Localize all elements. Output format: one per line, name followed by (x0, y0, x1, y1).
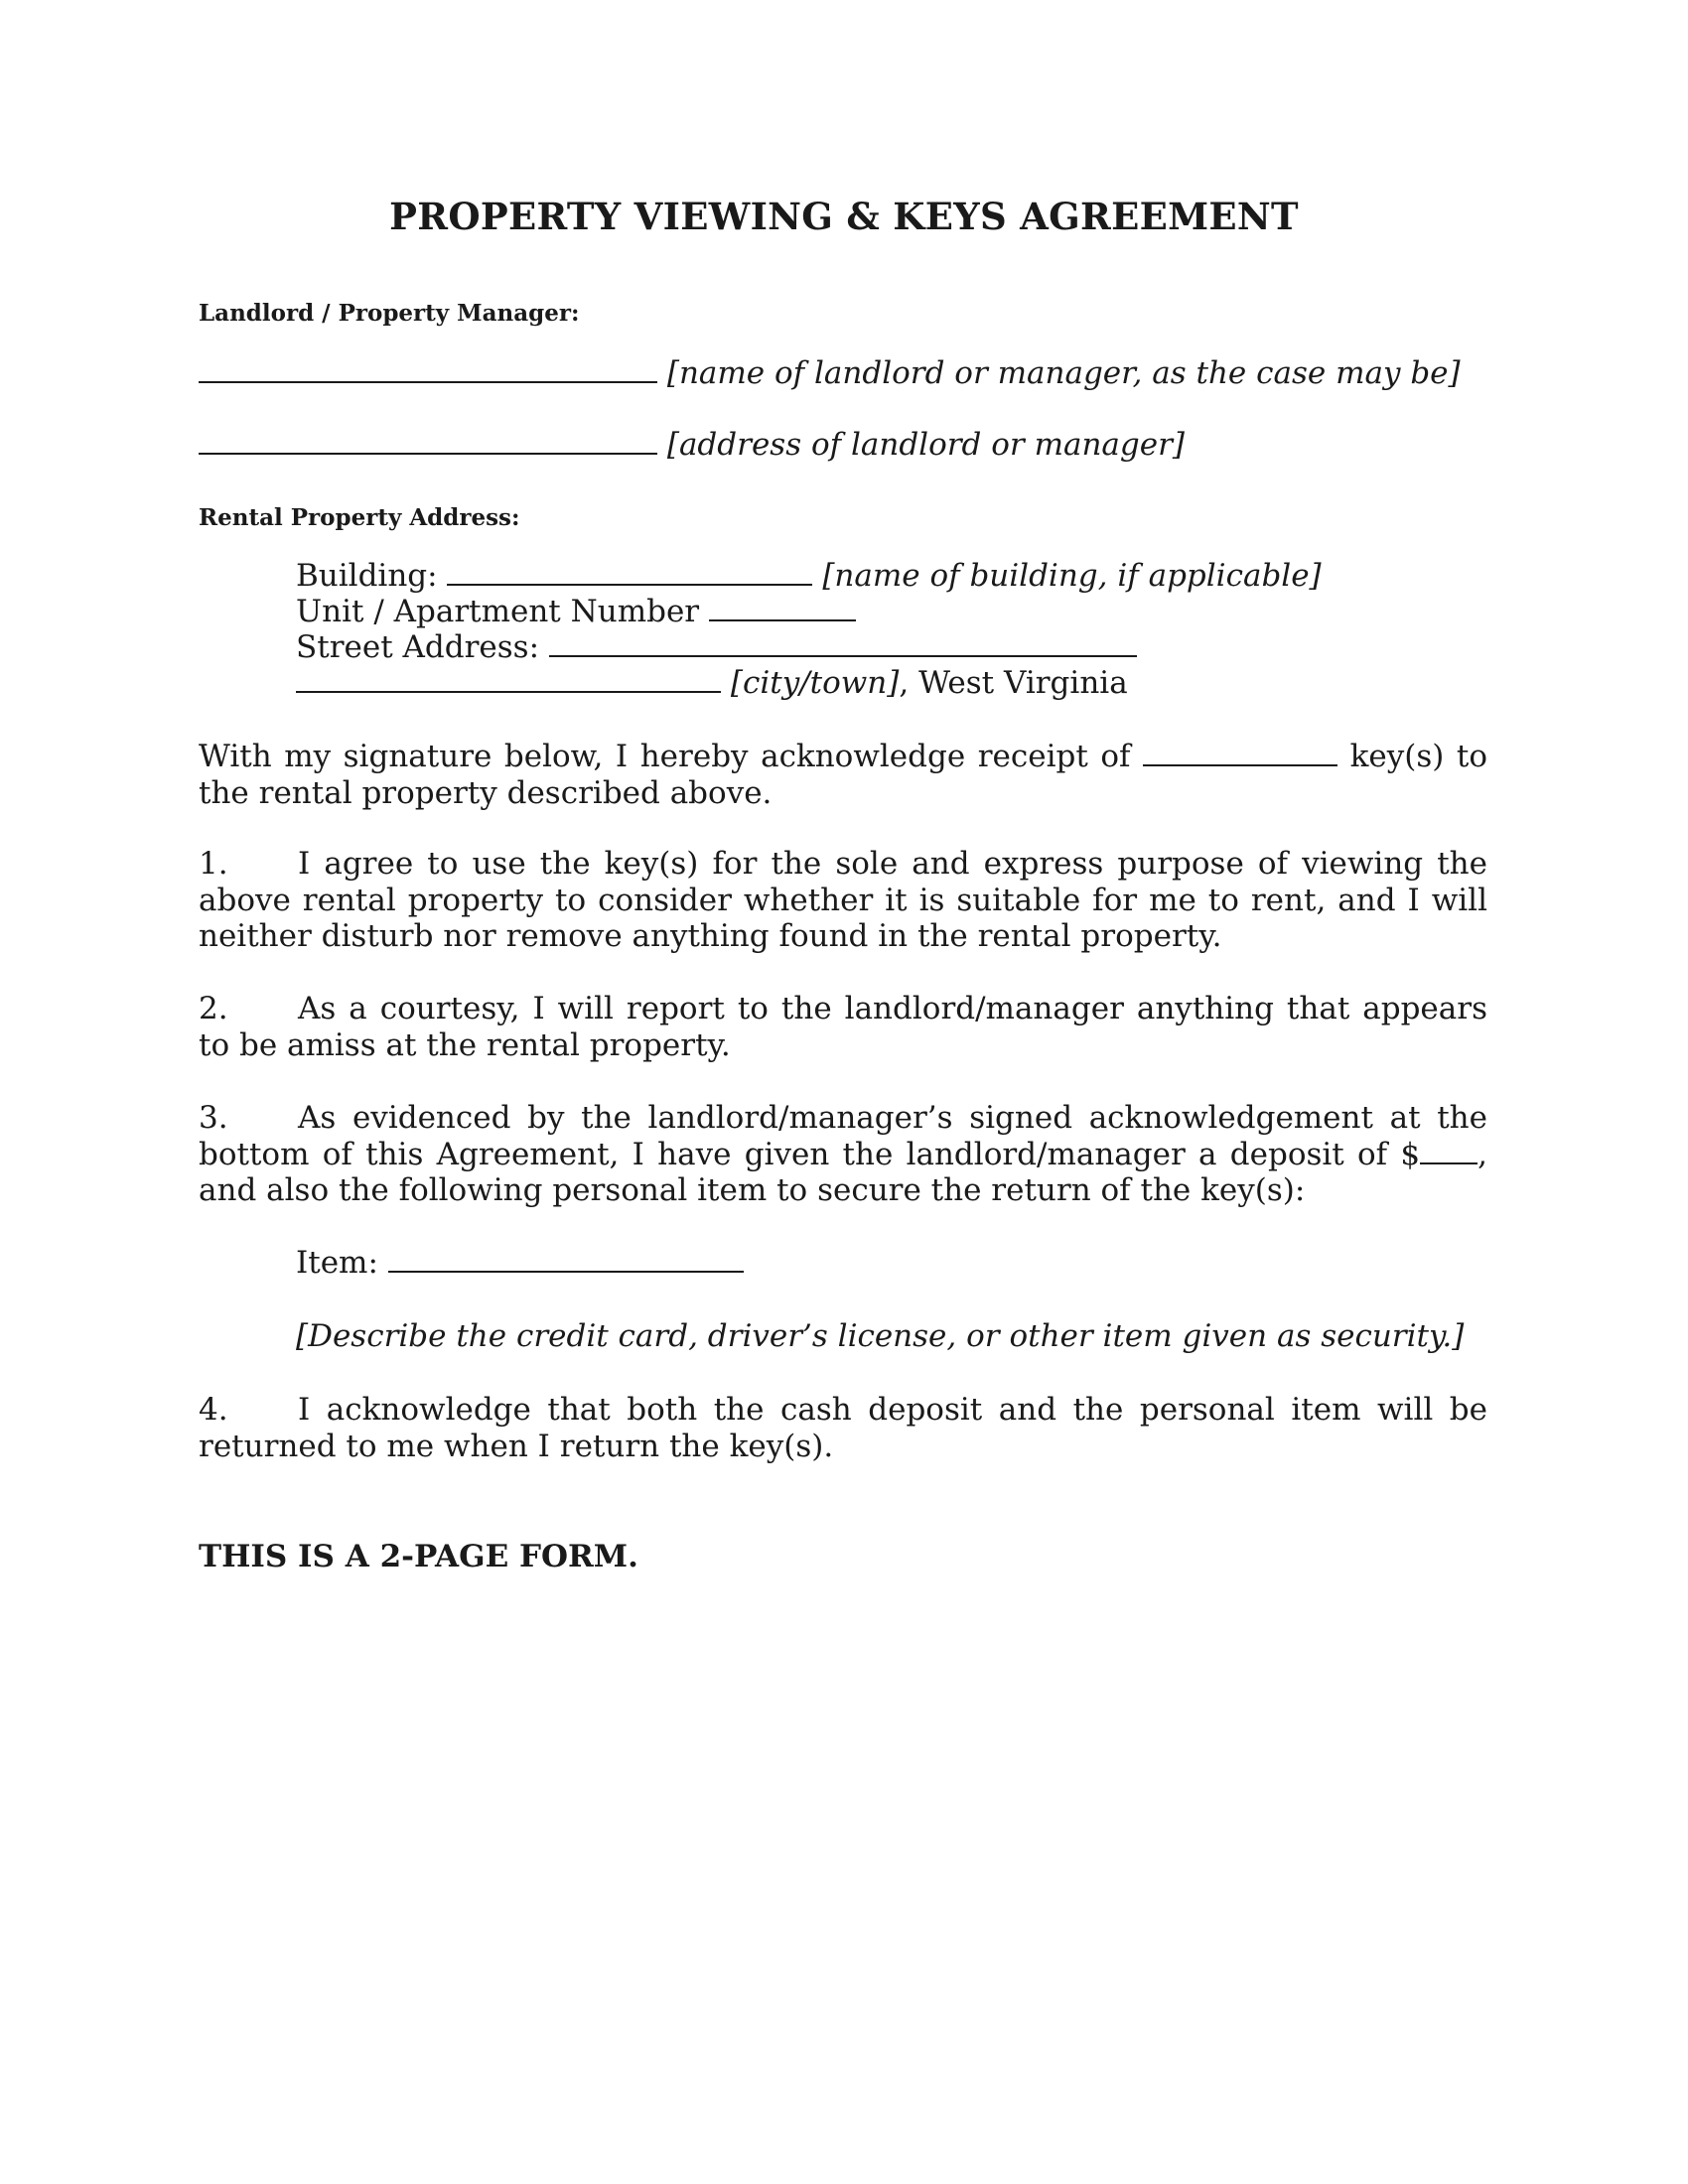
building-hint: [name of building, if applicable] (822, 558, 1322, 594)
landlord-name-field[interactable] (199, 355, 657, 383)
clause-1 (199, 846, 1487, 955)
landlord-address-hint: [address of landlord or manager] (666, 427, 1186, 463)
clause-3-text-after: , and also the following personal item to secure the return of the key(s): (199, 1136, 1487, 1208)
landlord-name-line (199, 355, 1461, 391)
unit-label: Unit / Apartment Number (296, 594, 700, 629)
building-line (296, 558, 1322, 594)
deposit-amount-field[interactable] (1420, 1137, 1477, 1164)
clause-2 (199, 991, 1487, 1063)
unit-field[interactable] (709, 594, 856, 621)
landlord-address-field[interactable] (199, 427, 657, 455)
building-field[interactable] (447, 558, 812, 586)
unit-line (296, 594, 856, 629)
clause-4-text: I acknowledge that both the cash deposit and the personal item will be returned to me when I return the key(s). (199, 1392, 1487, 1464)
clause-2-number: 2. (199, 991, 228, 1026)
keys-count-field[interactable] (1143, 739, 1337, 766)
item-label: Item: (296, 1245, 378, 1281)
street-line (296, 629, 1137, 665)
landlord-heading: Landlord / Property Manager: (199, 300, 580, 327)
clause-1-number: 1. (199, 846, 228, 882)
item-hint: [Describe the credit card, driver’s license, or other item given as security.] (296, 1318, 1465, 1354)
item-field[interactable] (388, 1245, 744, 1273)
intro-text-before: With my signature below, I hereby acknowledge receipt of (199, 739, 1131, 774)
clause-4-number: 4. (199, 1392, 228, 1428)
building-label: Building: (296, 558, 438, 594)
street-field[interactable] (549, 629, 1137, 657)
state-text: , West Virginia (899, 665, 1128, 701)
street-label: Street Address: (296, 629, 540, 665)
form-length-notice: THIS IS A 2-PAGE FORM. (199, 1539, 638, 1574)
clause-3-text-before: As evidenced by the landlord/manager’s signed acknowledgement at the bottom of this Agreement, I have given the landlord/manager a deposit of $ (199, 1100, 1487, 1172)
landlord-name-hint: [name of landlord or manager, as the case may be] (666, 355, 1461, 391)
city-field[interactable] (296, 665, 721, 693)
clause-3-number: 3. (199, 1100, 228, 1136)
clause-4 (199, 1392, 1487, 1464)
intro-text-after: key(s) to the rental property described above. (199, 739, 1487, 811)
property-heading: Rental Property Address: (199, 504, 520, 531)
document-title: PROPERTY VIEWING & KEYS AGREEMENT (389, 195, 1299, 238)
city-line (296, 665, 1128, 701)
clause-1-text: I agree to use the key(s) for the sole and express purpose of viewing the above rental property to consider whether it is suitable for me to rent, and I will neither disturb nor remove anything found in the rental property. (199, 846, 1487, 954)
intro-paragraph (199, 739, 1487, 811)
item-line (296, 1245, 744, 1281)
clause-2-text: As a courtesy, I will report to the landlord/manager anything that appears to be amiss at the rental property. (199, 991, 1487, 1063)
city-hint: [city/town] (730, 665, 900, 701)
clause-3 (199, 1100, 1487, 1209)
landlord-address-line (199, 427, 1185, 463)
